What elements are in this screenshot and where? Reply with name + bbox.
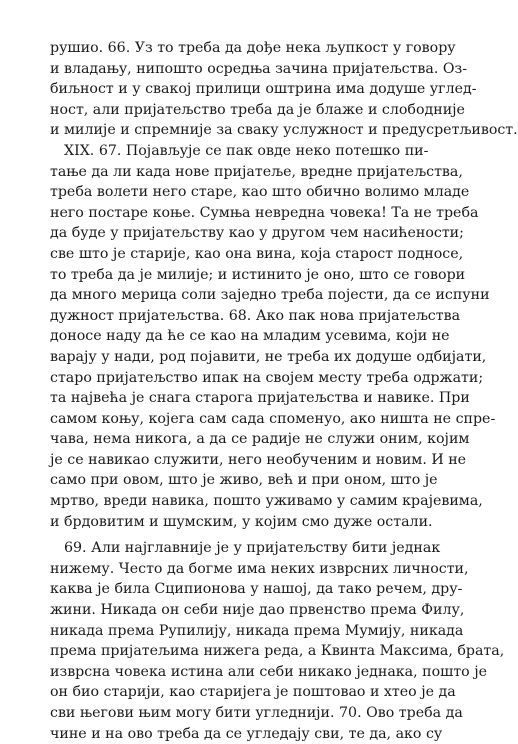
paragraph	[50, 141, 496, 532]
text-line: самом коњу, којега сам сада споменуо, ако ништа не спре-	[50, 410, 496, 427]
text-line: ност, али пријатељство треба да је блаже и слободније	[50, 101, 465, 118]
text-line: и владању, нипошто осредња зачина пријатељства. Оз-	[50, 60, 468, 77]
text-line: тање да ли када нове пријатеље, вредне пријатељства,	[50, 163, 463, 180]
page-text	[50, 38, 518, 744]
text-line: и брдовитим и шумским, у којим смо дуже остали.	[50, 513, 433, 530]
text-line: чава, нема никога, а да се радије не служи оним, којим	[50, 431, 470, 448]
text-line: само при овом, што је живо, већ и при оном, што је	[50, 472, 438, 489]
text-line: чине и на ово треба да се угледају сви, те да, ако су	[50, 725, 443, 742]
text-line: старо пријатељство ипак на своjем месту треба одржати;	[50, 369, 484, 386]
text-line: дужност пријатељства. 68. Ако пак нова пријатељства	[50, 307, 461, 324]
text-line: треба волети него старе, као што обично волимо младе	[50, 184, 470, 201]
text-line: сви његови њим могу бити угледнији. 70. Ово треба да	[50, 705, 463, 721]
text-line: према пријатељима нижега реда, а Квинта Максима, брата,	[50, 643, 505, 660]
text-line: рушио. 66. Уз то треба да дође нека љупкост у говору	[50, 40, 456, 56]
text-line: мртво, вреди навика, пошто уживамо у самим крајевима,	[50, 493, 483, 510]
text-line: да много мерица соли заједно треба појести, да се испуни	[50, 287, 490, 304]
text-line: жини. Никада он себи није дао првенство према Филу,	[50, 602, 465, 619]
paragraph	[50, 538, 505, 744]
paragraph	[50, 38, 518, 141]
text-line: биљност и у свакој прилици оштрина има додуше углед-	[50, 81, 477, 98]
text-line: та највећа је снага старога пријатељства и навике. При	[50, 390, 470, 407]
text-line: све што је старије, као она вина, која старост подносе,	[50, 245, 464, 262]
text-line: доносе наду да ће се као на младим усевима, који не	[50, 328, 450, 345]
text-line: XIX. 67. Појављује се пак овде неко потешко пи-	[64, 142, 429, 159]
text-line: нижему. Често да богме има неких изврсних личности,	[50, 560, 469, 577]
text-line: и милије и спремније за сваку услужност и предусретљивост.	[50, 122, 518, 139]
text-line: то треба да је милије; и истинито је оно, што се говори	[50, 266, 466, 283]
text-line: изврсна човека истина али себи никако једнака, пошто је	[50, 663, 488, 680]
text-line: је се навикао служити, него необученим и новим. И не	[50, 451, 467, 468]
text-line: 69. Али најглавније је у пријатељству бити једнак	[64, 540, 441, 557]
text-line: каква је била Сципионова у нашој, да тако речем, дру-	[50, 581, 463, 598]
text-line: никада према Рупилију, никада према Мумију, никада	[50, 622, 464, 639]
text-line: варају у нади, род појавити, не треба их додуше одбијати,	[50, 348, 487, 365]
text-line: него постаре коње. Сумња невредна човека! Та не треба	[50, 204, 479, 221]
text-line: да буде у пријатељству као у другом чем насићености;	[50, 225, 464, 242]
text-line: он био старији, као старијега је поштовао и хтео је да	[50, 684, 456, 701]
